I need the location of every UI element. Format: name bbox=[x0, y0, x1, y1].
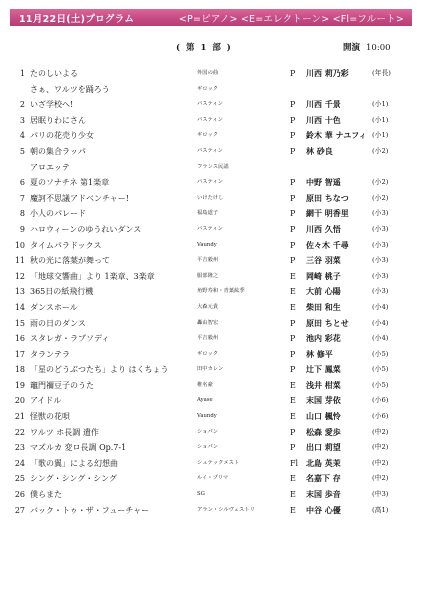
instrument: P bbox=[290, 443, 296, 453]
program-header-bar bbox=[10, 9, 412, 26]
grade: (小2) bbox=[372, 146, 389, 155]
instrument: E bbox=[290, 302, 296, 312]
program-item bbox=[0, 362, 421, 378]
program-item bbox=[0, 316, 421, 332]
grade: (小4) bbox=[372, 318, 389, 327]
composer: アラン・シルヴェストリ bbox=[197, 506, 255, 513]
item-number: 4 bbox=[19, 131, 25, 141]
composer: 轟由智宏 bbox=[197, 319, 219, 326]
program-date: 11月22日(土)プログラム bbox=[19, 13, 135, 25]
composer: シュテックメスト bbox=[197, 459, 240, 466]
performer: 末国 芽依 bbox=[306, 395, 341, 406]
instrument: P bbox=[290, 240, 296, 250]
performer: 川西 莉乃彩 bbox=[306, 68, 349, 78]
grade: (小3) bbox=[372, 287, 389, 296]
composer: 服部隆之 bbox=[197, 272, 219, 279]
item-number: 3 bbox=[19, 115, 25, 125]
program-item bbox=[0, 440, 421, 456]
instrument: P bbox=[290, 365, 296, 375]
program-item bbox=[0, 191, 421, 207]
performer: 林 砂良 bbox=[306, 145, 333, 156]
program-item bbox=[0, 503, 421, 519]
piece-title: 居眠りわにさん bbox=[30, 115, 86, 125]
composer: いけたけし bbox=[197, 194, 224, 201]
composer: 平吉毅州 bbox=[197, 257, 219, 264]
grade: (小3) bbox=[372, 240, 389, 249]
grade: (小1) bbox=[372, 131, 389, 140]
instrument: E bbox=[290, 380, 296, 390]
composer: Vaundy bbox=[197, 241, 217, 248]
composer: 大森元貴 bbox=[197, 303, 219, 310]
item-number: 19 bbox=[14, 380, 25, 390]
grade: (高1) bbox=[372, 505, 389, 514]
item-number: 24 bbox=[14, 458, 25, 468]
grade: (小3) bbox=[372, 271, 389, 280]
program-item bbox=[0, 97, 421, 113]
composer: フランス民謡 bbox=[197, 163, 229, 170]
grade: (小5) bbox=[372, 349, 389, 358]
composer: 福島道子 bbox=[197, 210, 219, 217]
grade: (小5) bbox=[372, 380, 389, 389]
program-item bbox=[0, 66, 421, 82]
program-item bbox=[0, 206, 421, 222]
program-item bbox=[0, 222, 421, 238]
composer: バスティン bbox=[197, 101, 223, 108]
instrument: E bbox=[290, 271, 296, 281]
program-item bbox=[0, 378, 421, 394]
composer: ショパン bbox=[197, 428, 219, 435]
grade: (小6) bbox=[372, 412, 389, 421]
performer: 池内 彩花 bbox=[306, 333, 341, 344]
program-item bbox=[0, 144, 421, 160]
item-number: 13 bbox=[14, 287, 25, 297]
performer: 浅井 柑菜 bbox=[306, 379, 341, 390]
start-time bbox=[343, 41, 391, 53]
item-number: 20 bbox=[14, 396, 25, 406]
piece-title: 魔訶不思議アドベンチャー! bbox=[30, 193, 129, 203]
item-number: 7 bbox=[19, 193, 25, 203]
item-number: 11 bbox=[14, 256, 25, 266]
grade: (小2) bbox=[372, 193, 389, 202]
program-item bbox=[0, 238, 421, 254]
grade: (小5) bbox=[372, 365, 389, 374]
grade: (中2) bbox=[372, 474, 389, 483]
piece-title: たのしいよる bbox=[30, 69, 78, 78]
instrument: P bbox=[290, 318, 296, 328]
piece-title: アイドル bbox=[30, 396, 62, 406]
grade: (小3) bbox=[372, 224, 389, 233]
part-heading: ( 第 1 部 ) bbox=[176, 43, 231, 53]
performer: 岡崎 桃子 bbox=[306, 270, 341, 281]
composer: バスティン bbox=[197, 225, 223, 232]
piece-title: タイムパラドックス bbox=[30, 240, 102, 250]
grade: (小3) bbox=[372, 256, 389, 265]
grade: (小1) bbox=[372, 100, 389, 109]
composer: 外国の曲 bbox=[197, 70, 219, 76]
composer: バスティン bbox=[197, 179, 223, 186]
composer: 椎名豪 bbox=[197, 381, 213, 388]
piece-title: 秋の光に落葉が舞って bbox=[30, 256, 110, 266]
instrument: P bbox=[290, 349, 296, 359]
piece-title: 夏のソナチネ 第1楽章 bbox=[30, 178, 110, 188]
grade: (小4) bbox=[372, 334, 389, 343]
program-item bbox=[0, 393, 421, 409]
piece-title: アロエッテ bbox=[30, 162, 70, 172]
item-number: 12 bbox=[14, 271, 25, 281]
performer: 鈴木 華 ナユフィ bbox=[306, 130, 367, 141]
item-number: 26 bbox=[14, 490, 25, 500]
piece-title: ハロウィーンのゆうれいダンス bbox=[30, 224, 142, 234]
item-number: 18 bbox=[14, 365, 25, 375]
composer: ギロック bbox=[197, 85, 219, 92]
grade: (小6) bbox=[372, 396, 389, 405]
composer: Vaundy bbox=[197, 413, 217, 420]
instrument: P bbox=[290, 178, 296, 188]
program-item bbox=[0, 269, 421, 285]
composer: バスティン bbox=[197, 147, 223, 154]
piece-title: 「地球交響曲」より 1楽章、3楽章 bbox=[30, 271, 155, 281]
instrument: P bbox=[290, 334, 296, 344]
instrument: P bbox=[290, 69, 296, 78]
performer: 大前 心陽 bbox=[306, 286, 341, 297]
item-number: 8 bbox=[19, 209, 25, 219]
item-number: 1 bbox=[19, 69, 25, 78]
grade: (小2) bbox=[372, 178, 389, 187]
instrument: P bbox=[290, 100, 296, 110]
item-number: 6 bbox=[19, 178, 25, 188]
performer: 川西 久悟 bbox=[306, 223, 341, 234]
performer: 末国 歩音 bbox=[306, 489, 341, 500]
composer: 平吉毅州 bbox=[197, 335, 219, 342]
program-item bbox=[0, 253, 421, 269]
performer: 出口 莉望 bbox=[306, 442, 341, 453]
program-item bbox=[0, 175, 421, 191]
piece-title: マズルカ 変ロ長調 Op.7-1 bbox=[30, 443, 127, 453]
composer: バスティン bbox=[197, 116, 223, 123]
composer: ルイ・プリマ bbox=[197, 475, 229, 482]
piece-title: パリの花売り少女 bbox=[30, 131, 94, 141]
item-number: 27 bbox=[14, 505, 25, 515]
item-number: 15 bbox=[14, 318, 25, 328]
performer: 山口 楓怜 bbox=[306, 411, 341, 422]
program-item bbox=[0, 331, 421, 347]
item-number: 23 bbox=[14, 443, 25, 453]
piece-title: 雨の日のダンス bbox=[30, 318, 86, 328]
composer: ギロック bbox=[197, 132, 219, 139]
performer: 中谷 心優 bbox=[306, 504, 341, 515]
piece-title: スタレガ・ラプソディ bbox=[30, 334, 110, 344]
piece-title: ダンスホール bbox=[30, 302, 78, 312]
composer: ショパン bbox=[197, 444, 219, 451]
program-item bbox=[0, 347, 421, 363]
instrument: E bbox=[290, 505, 296, 515]
grade: (小1) bbox=[372, 115, 389, 124]
program-item bbox=[0, 300, 421, 316]
program-item bbox=[0, 487, 421, 503]
performer: 網干 明香里 bbox=[306, 208, 349, 219]
piece-title: さぁ、ワルツを踊ろう bbox=[30, 84, 110, 94]
piece-title: 竈門禰豆子のうた bbox=[30, 380, 94, 390]
piece-title: 僕らまた bbox=[30, 490, 62, 500]
piece-title: 365日の紙飛行機 bbox=[30, 287, 94, 297]
start-time-label: 開演 bbox=[343, 43, 361, 53]
instrument: E bbox=[290, 474, 296, 484]
item-number: 16 bbox=[14, 334, 25, 344]
piece-title: 「星のどうぶつたち」より はくちょう bbox=[30, 365, 169, 375]
piece-title: 怪獣の花唄 bbox=[30, 412, 70, 422]
performer: 北島 英茉 bbox=[306, 457, 341, 468]
composer: Ayase bbox=[197, 397, 213, 404]
instrument: E bbox=[290, 490, 296, 500]
instrument: P bbox=[290, 193, 296, 203]
item-number: 21 bbox=[14, 412, 25, 422]
performer: 林 修平 bbox=[306, 348, 333, 359]
item-number: 14 bbox=[14, 302, 25, 312]
instrument: P bbox=[290, 131, 296, 141]
program-item bbox=[0, 284, 421, 300]
composer: SG bbox=[197, 491, 205, 498]
piece-title: バック・トゥ・ザ・フューチャー bbox=[30, 505, 150, 515]
performer: 三谷 羽菜 bbox=[306, 255, 341, 266]
program-item bbox=[0, 471, 421, 487]
performer: 柴田 和生 bbox=[306, 301, 341, 312]
instrument: P bbox=[290, 224, 296, 234]
instrument: Fl bbox=[290, 458, 299, 468]
program-list bbox=[0, 66, 421, 518]
performer: 川西 千景 bbox=[306, 99, 341, 110]
instrument: P bbox=[290, 256, 296, 266]
grade: (小4) bbox=[372, 302, 389, 311]
piece-title: タランテラ bbox=[30, 349, 70, 359]
instrument: E bbox=[290, 287, 296, 297]
piece-title: いざ学校へ! bbox=[30, 100, 74, 110]
grade: (中3) bbox=[372, 490, 389, 499]
piece-title: 「歌の翼」による幻想曲 bbox=[30, 458, 118, 468]
performer: 原田 ちとせ bbox=[306, 317, 349, 328]
piece-title: 朝の集合ラッパ bbox=[30, 146, 86, 156]
grade: (中2) bbox=[372, 458, 389, 467]
instrument: E bbox=[290, 412, 296, 422]
item-number: 17 bbox=[14, 349, 25, 359]
instrument: P bbox=[290, 209, 296, 219]
start-time-value: 10:00 bbox=[366, 43, 391, 53]
grade: (年長) bbox=[372, 69, 391, 77]
program-item bbox=[0, 113, 421, 129]
composer: 角野寿和・青葉紘季 bbox=[197, 288, 245, 295]
piece-title: シング・シング・シング bbox=[30, 474, 117, 484]
item-number: 9 bbox=[19, 224, 25, 234]
performer: 川西 十色 bbox=[306, 114, 341, 125]
composer: 田中カレン bbox=[197, 366, 224, 373]
performer: 中野 智遥 bbox=[306, 177, 341, 188]
instrument: P bbox=[290, 427, 296, 437]
performer: 名嘉下 存 bbox=[306, 473, 341, 484]
program-item bbox=[0, 82, 421, 98]
piece-title: ワルツ ホ長調 遺作 bbox=[30, 427, 99, 437]
item-number: 5 bbox=[19, 146, 25, 156]
item-number: 10 bbox=[14, 240, 25, 250]
program-item bbox=[0, 160, 421, 176]
program-item bbox=[0, 128, 421, 144]
performer: 原田 ちなつ bbox=[306, 192, 349, 203]
item-number: 25 bbox=[14, 474, 25, 484]
performer: 辻下 鳳菜 bbox=[306, 364, 341, 375]
instrument: P bbox=[290, 115, 296, 125]
grade: (小3) bbox=[372, 209, 389, 218]
grade: (中2) bbox=[372, 443, 389, 452]
performer: 佐々木 千尋 bbox=[306, 239, 349, 250]
program-item bbox=[0, 456, 421, 472]
program-item bbox=[0, 425, 421, 441]
instrument-legend: <P=ピアノ> <E=エレクトーン> <Fl=フルート> bbox=[178, 13, 404, 25]
grade: (中2) bbox=[372, 427, 389, 436]
instrument: P bbox=[290, 146, 296, 156]
item-number: 2 bbox=[19, 100, 25, 110]
piece-title: 小人のパレード bbox=[30, 209, 86, 219]
item-number: 22 bbox=[14, 427, 25, 437]
program-item bbox=[0, 409, 421, 425]
composer: ギロック bbox=[197, 350, 219, 357]
instrument: E bbox=[290, 396, 296, 406]
performer: 松森 愛歩 bbox=[306, 426, 341, 437]
